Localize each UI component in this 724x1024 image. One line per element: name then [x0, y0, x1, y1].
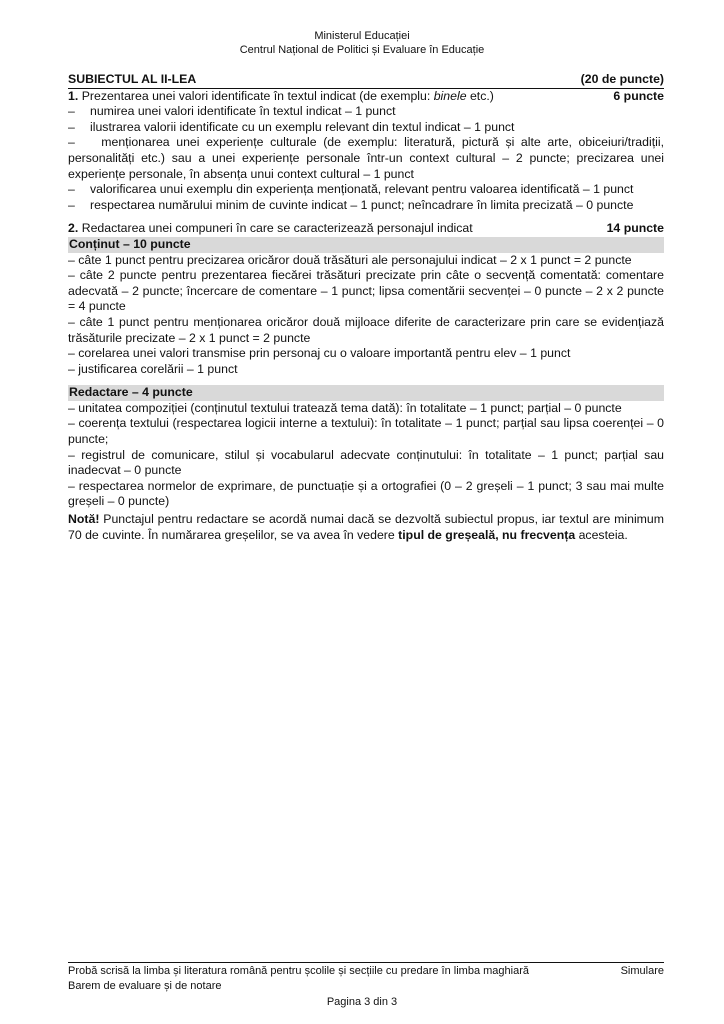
center-name: Centrul Național de Politici și Evaluare în Educație	[239, 44, 485, 56]
footer-simulare: Simulare	[620, 965, 664, 977]
list-item: – valorificarea unui exemplu din experiența menționată, relevant pentru valoarea identificată – 1 punct	[68, 182, 634, 197]
q2-points: 14 puncte	[606, 221, 664, 236]
q1-number: 1.	[68, 88, 79, 103]
q1-text-before: Prezentarea unei valori identificate în textul indicat (de exemplu:	[81, 88, 434, 103]
list-item: – corelarea unei valori transmise prin personaj cu o valoare importantă pentru elev – 1 punct	[68, 346, 571, 361]
document-footer	[68, 964, 664, 994]
list-item: – coerența textului (respectarea logicii interne a textului): în totalitate – 1 punct; parțial sau lipsa coerenței – 0 puncte;	[68, 416, 664, 447]
list-item: – justificarea corelării – 1 punct	[68, 361, 238, 376]
subject-title-row	[68, 72, 664, 89]
list-item: – câte 1 punct pentru menționarea oricăror două mijloace diferite de caracterizare prin care se evidențiază trăsăturile precizate – 2 x 1 punct = 2 puncte	[68, 314, 664, 345]
list-item: – respectarea numărului minim de cuvinte indicat – 1 punct; neîncadrare în limita precizată – 0 puncte	[68, 197, 634, 212]
list-item: – câte 2 puncte pentru prezentarea fiecărei trăsături precizate prin câte o secvență comentată: comentare adecvată – 2 puncte; încercare de comentare – 1 punct; lipsa comentării secvenței – 0 puncte – 2 x 2 puncte = 4 puncte	[68, 268, 664, 314]
page-number: Pagina 3 din 3	[326, 996, 398, 1008]
content-heading: Conținut – 10 puncte	[68, 237, 664, 253]
subject-title: SUBIECTUL AL II-LEA	[68, 72, 197, 86]
list-item: – menționarea unei experiențe culturale (de exemplu: literatură, pictură și alte arte, obiceiuri/tradiții, personalități etc.) sau a unei experiențe personale într-un context cultural – 2 puncte; precizarea unei experiențe personale, în absența unui context cultural – 1 punct	[68, 135, 664, 181]
q1-text-italic: binele	[433, 88, 467, 103]
subject-points: (20 de puncte)	[580, 72, 664, 86]
q1-points: 6 puncte	[613, 88, 664, 103]
footer-divider	[68, 962, 664, 963]
list-item: – registrul de comunicare, stilul și vocabularul adecvate conținutului: în totalitate – 1 punct; parțial sau inadecvat – 0 puncte	[68, 447, 664, 478]
q1-heading	[68, 89, 664, 105]
document-header	[0, 29, 724, 57]
list-item: – ilustrarea valorii identificate cu un exemplu relevant din textul indicat – 1 punct	[68, 119, 515, 134]
q1-text-after: etc.)	[466, 88, 494, 103]
footer-exam-title: Probă scrisă la limba și literatura română pentru școlile și secțiile cu predare în limba maghiară	[68, 965, 529, 977]
q2-text: Redactarea unei compuneri în care se caracterizează personajul indicat	[81, 221, 473, 236]
nota-label: Notă!	[68, 512, 100, 527]
redactare-heading: Redactare – 4 puncte	[68, 385, 664, 401]
nota-paragraph: Notă! Punctajul pentru redactare se acordă numai dacă se dezvoltă subiectul propus, iar textul are minimum 70 de cuvinte. În numărarea greșelilor, se va avea în vedere tipul de greșeală, nu frecvența acesteia.	[68, 512, 664, 542]
q2-heading	[68, 221, 664, 237]
document-body	[68, 72, 664, 543]
q2-number: 2.	[68, 221, 79, 236]
footer-barem: Barem de evaluare și de notare	[68, 980, 222, 992]
list-item: – câte 1 punct pentru precizarea oricăror două trăsături ale personajului indicat – 2 x 1 punct = 2 puncte	[68, 252, 632, 267]
list-item: – numirea unei valori identificate în textul indicat – 1 punct	[68, 104, 396, 119]
list-item: – respectarea normelor de exprimare, de punctuație și a ortografiei (0 – 2 greșeli – 1 punct; 3 sau mai multe greșeli – 0 puncte)	[68, 478, 664, 509]
list-item: – unitatea compoziției (conținutul textului tratează tema dată): în totalitate – 1 punct; parțial – 0 puncte	[68, 400, 622, 415]
ministry-name: Ministerul Educației	[314, 30, 410, 42]
